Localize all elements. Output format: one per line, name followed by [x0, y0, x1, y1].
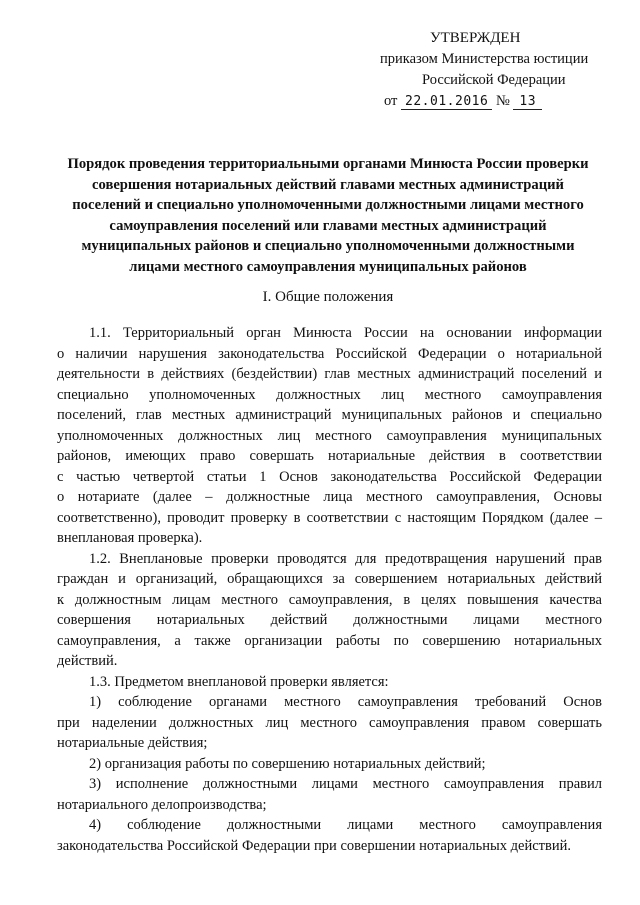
paragraph-line: внеплановая проверка).	[57, 530, 203, 546]
paragraph-line: о наличии нарушения законодательства Российской Федерации о нотариальной	[57, 345, 602, 362]
paragraph-line: 4) соблюдение должностными лицами местного самоуправления	[89, 817, 602, 833]
paragraph-line: с частью четвертой статьи 1 Основ законодательства Российской Федерации	[57, 468, 602, 485]
paragraph-line: о нотариате (далее – должностные лица местного самоуправления, Основы	[57, 489, 602, 505]
paragraph-line: нотариального делопроизводства;	[57, 796, 267, 813]
title-line: самоуправления поселений или главами местных администраций	[109, 217, 547, 234]
paragraph-line: деятельности в действиях (бездействии) глав местных администраций поселений и	[57, 366, 602, 382]
paragraph-line: соответственно), проводит проверку в соответствии с настоящим Порядком (далее –	[57, 509, 602, 526]
approval-country-line: Российской Федерации	[422, 72, 566, 88]
title-line: Порядок проведения территориальными органами Минюста России проверки	[67, 156, 589, 172]
approval-number: 13	[513, 94, 542, 110]
approval-date: 22.01.2016	[401, 94, 492, 110]
paragraph-line: 1.1. Территориальный орган Минюста России на основании информации	[89, 325, 602, 341]
paragraph-line: 3) исполнение должностными лицами местного самоуправления правил	[89, 776, 602, 792]
paragraph-line: районов, имеющих право совершать нотариальные действия в соответствии	[57, 448, 602, 464]
paragraph-line: совершения нотариальных действий должностными лицами местного	[57, 612, 602, 628]
approval-order-line: приказом Министерства юстиции	[380, 51, 589, 67]
title-line: лицами местного самоуправления муниципальных районов	[129, 258, 527, 275]
paragraph-line: поселений, глав местных администраций муниципальных районов и специально	[57, 407, 602, 423]
paragraph-line: специально уполномоченных должностных лиц местного самоуправления	[57, 386, 602, 403]
approval-date-line	[380, 91, 610, 112]
title-line: поселений и специально уполномоченными должностными лицами местного	[72, 197, 584, 213]
document-body	[57, 323, 602, 856]
paragraph-line: к должностным лицам местного самоуправления, в целях повышения качества	[57, 591, 602, 608]
number-prefix: №	[495, 93, 510, 109]
document-title	[48, 154, 608, 277]
title-line: совершения нотариальных действий главами местных администраций	[92, 176, 564, 193]
paragraph-line: самоуправления, а также организации работы по совершению нотариальных	[57, 632, 602, 649]
title-line: муниципальных районов и специально уполномоченными должностными	[81, 238, 575, 254]
paragraph-line: действий.	[57, 653, 118, 669]
paragraph-line: нотариальные действия;	[57, 735, 208, 751]
paragraph-line: при наделении должностных лиц местного самоуправления правом совершать	[57, 714, 602, 731]
paragraph-line: 1.2. Внеплановые проверки проводятся для предотвращения нарушений прав	[89, 550, 602, 567]
paragraph-line: законодательства Российской Федерации при совершении нотариальных действий.	[57, 837, 571, 854]
paragraph-line: 2) организация работы по совершению нотариальных действий;	[89, 755, 486, 772]
approval-stamp	[380, 28, 610, 112]
paragraph-line: 1.3. Предметом внеплановой проверки является:	[89, 673, 389, 690]
approval-title: УТВЕРЖДЕН	[430, 30, 521, 46]
section-heading: I. Общие положения	[262, 289, 394, 305]
paragraph-line: уполномоченных должностных лиц местного самоуправления муниципальных	[57, 427, 602, 444]
paragraph-line: 1) соблюдение органами местного самоуправления требований Основ	[89, 694, 602, 710]
date-prefix: от	[384, 93, 398, 109]
paragraph-line: граждан и организаций, обращающихся за совершением нотариальных действий	[57, 571, 602, 587]
